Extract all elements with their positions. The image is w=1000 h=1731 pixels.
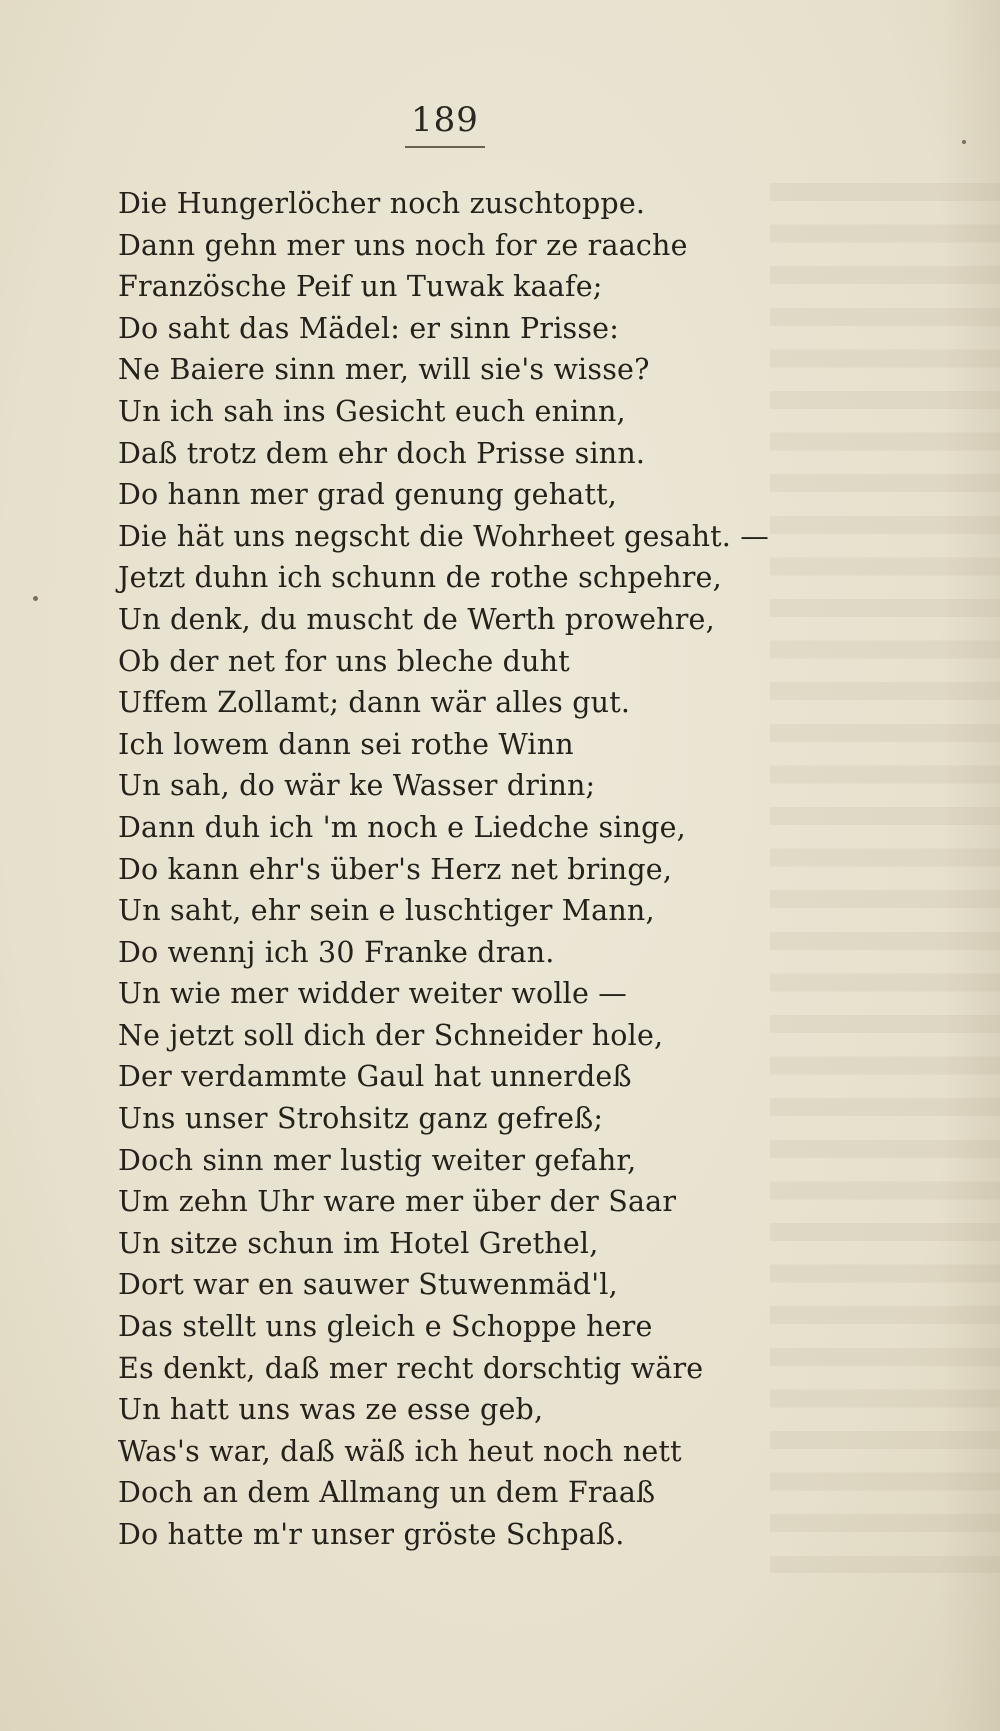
poem-line: Ich lowem dann sei rothe Winn xyxy=(118,727,574,761)
poem-line: Un sitze schun im Hotel Grethel, xyxy=(118,1226,599,1260)
poem-line: Uns unser Strohsitz ganz gefreß; xyxy=(118,1102,604,1136)
poem-line: Doch an dem Allmang un dem Fraaß xyxy=(118,1476,656,1510)
poem-line: Do wennj ich 30 Franke dran. xyxy=(118,935,555,969)
poem-line: Französche Peif un Tuwak kaafe; xyxy=(118,270,603,304)
poem-line: Un wie mer widder weiter wolle — xyxy=(118,977,627,1011)
show-through-text xyxy=(770,183,1000,1573)
poem-line: Das stellt uns gleich e Schoppe here xyxy=(118,1310,653,1344)
poem-line: Un ich sah ins Gesicht euch eninn, xyxy=(118,394,626,428)
poem-line: Um zehn Uhr ware mer über der Saar xyxy=(118,1185,677,1219)
poem-line: Doch sinn mer lustig weiter gefahr, xyxy=(118,1143,637,1177)
poem-line: Un hatt uns was ze esse geb, xyxy=(118,1393,544,1427)
poem-line: Daß trotz dem ehr doch Prisse sinn. xyxy=(118,436,646,470)
margin-speck xyxy=(33,596,38,601)
poem-text xyxy=(118,183,769,1556)
poem-line: Dann gehn mer uns noch for ze raache xyxy=(118,228,688,262)
page-number: 189 xyxy=(411,100,479,140)
poem-line: Do hann mer grad genung gehatt, xyxy=(118,478,618,512)
poem-line: Un denk, du muscht de Werth prowehre, xyxy=(118,602,715,636)
poem-line: Ne Baiere sinn mer, will sie's wisse? xyxy=(118,353,650,387)
poem-line: Uffem Zollamt; dann wär alles gut. xyxy=(118,686,631,720)
poem-line: Die Hungerlöcher noch zuschtoppe. xyxy=(118,187,646,220)
page-number-rule xyxy=(405,146,485,148)
poem-line: Dann duh ich 'm noch e Liedche singe, xyxy=(118,810,686,844)
poem-line: Do saht das Mädel: er sinn Prisse: xyxy=(118,311,620,345)
poem-line: Ob der net for uns bleche duht xyxy=(118,644,570,678)
poem-line: Un sah, do wär ke Wasser drinn; xyxy=(118,769,596,803)
poem-line: Die hät uns negscht die Wohrheet gesaht. — xyxy=(118,519,769,553)
poem-line: Un saht, ehr sein e luschtiger Mann, xyxy=(118,894,655,928)
poem-line: Dort war en sauwer Stuwenmäd'l, xyxy=(118,1268,618,1302)
poem-line: Der verdammte Gaul hat unnerdeß xyxy=(118,1060,632,1094)
poem-line: Es denkt, daß mer recht dorschtig wäre xyxy=(118,1351,704,1385)
poem-line: Jetzt duhn ich schunn de rothe schpehre, xyxy=(118,561,722,595)
poem-line: Ne jetzt soll dich der Schneider hole, xyxy=(118,1018,664,1052)
poem-line: Do kann ehr's über's Herz net bringe, xyxy=(118,852,673,886)
margin-speck xyxy=(962,140,966,144)
poem-line: Do hatte m'r unser gröste Schpaß. xyxy=(118,1518,625,1551)
poem-line: Was's war, daß wäß ich heut noch nett xyxy=(118,1434,682,1468)
